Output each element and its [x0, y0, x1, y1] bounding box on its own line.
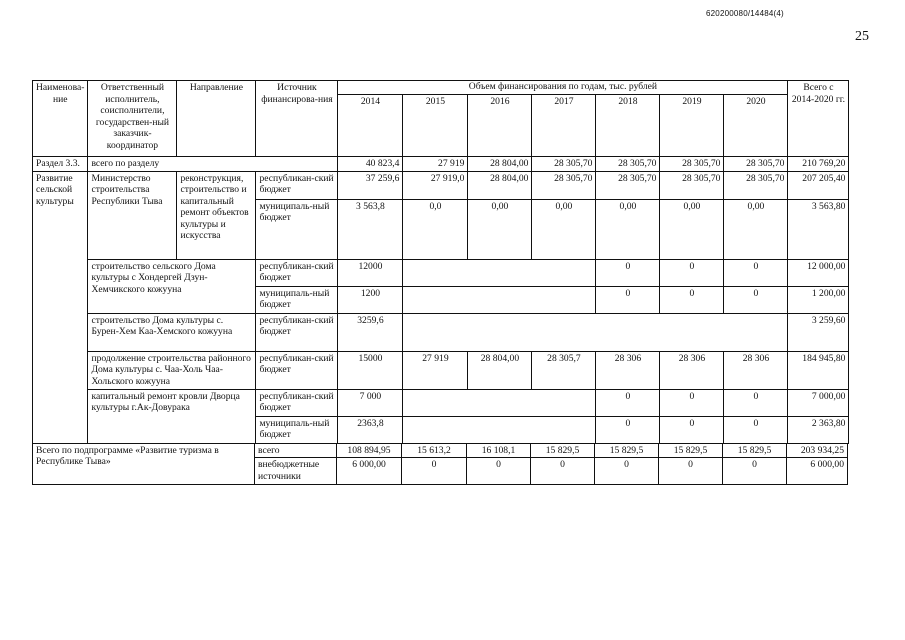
- value-cell: [660, 313, 724, 351]
- value-cell: [468, 389, 532, 416]
- value-cell: 3259,6: [338, 313, 403, 351]
- value-cell: 27 919: [403, 351, 468, 389]
- value-cell: 0: [595, 458, 659, 485]
- value-cell: 27 919,0: [403, 171, 468, 199]
- value-cell: [403, 259, 468, 286]
- source-cell: всего: [255, 443, 337, 458]
- value-cell: [532, 286, 596, 313]
- total-cell: 2 363,80: [788, 416, 849, 443]
- value-cell: 0: [531, 458, 595, 485]
- value-cell: 28 804,00: [468, 157, 532, 172]
- project-row: [33, 351, 849, 389]
- value-cell: 28 306: [724, 351, 788, 389]
- value-cell: 15 829,5: [595, 443, 659, 458]
- project-name: капитальный ремонт кровли Дворца культуры г.Ак-Довурака: [88, 389, 256, 443]
- value-cell: [468, 313, 532, 351]
- source-cell: внебюджетные источники: [255, 458, 337, 485]
- total-cell: 1 200,00: [788, 286, 849, 313]
- value-cell: 15000: [338, 351, 403, 389]
- section-label: всего по разделу: [88, 157, 338, 172]
- culture-row: [33, 171, 849, 199]
- source-cell: республикан-ский бюджет: [256, 351, 338, 389]
- value-cell: 37 259,6: [338, 171, 403, 199]
- value-cell: [403, 286, 468, 313]
- culture-block-name: Развитие сельской культуры: [33, 171, 88, 443]
- value-cell: [403, 416, 468, 443]
- project-row: [33, 389, 849, 416]
- value-cell: 28 305,70: [532, 171, 596, 199]
- value-cell: 0,0: [403, 199, 468, 259]
- source-cell: республикан-ский бюджет: [256, 171, 338, 199]
- total-cell: 6 000,00: [787, 458, 848, 485]
- value-cell: [596, 313, 660, 351]
- header-year: 2014: [338, 95, 403, 157]
- total-cell: 3 563,80: [788, 199, 849, 259]
- culture-direction: реконструкция, строительство и капитальный ремонт объектов культуры и искусства: [177, 171, 256, 259]
- subprogram-row: [33, 443, 848, 458]
- value-cell: 0: [596, 389, 660, 416]
- value-cell: 0,00: [468, 199, 532, 259]
- source-cell: республикан-ский бюджет: [256, 259, 338, 286]
- total-cell: 210 769,20: [788, 157, 849, 172]
- value-cell: 0: [724, 389, 788, 416]
- header-name: Наименова-ние: [33, 81, 88, 157]
- total-cell: 203 934,25: [787, 443, 848, 458]
- header-year: 2020: [724, 95, 788, 157]
- value-cell: 27 919: [403, 157, 468, 172]
- value-cell: 12000: [338, 259, 403, 286]
- value-cell: 6 000,00: [337, 458, 402, 485]
- value-cell: 3 563,8: [338, 199, 403, 259]
- value-cell: 0: [402, 458, 467, 485]
- value-cell: [532, 416, 596, 443]
- value-cell: 15 829,5: [723, 443, 787, 458]
- project-name: продолжение строительства районного Дома культуры с. Чаа-Холь Чаа-Хольского кожууна: [88, 351, 256, 389]
- project-name: строительство сельского Дома культуры с Хондергей Дзун-Хемчикского кожууна: [88, 259, 256, 313]
- value-cell: 0: [596, 286, 660, 313]
- value-cell: 28 305,70: [596, 171, 660, 199]
- value-cell: 0: [659, 458, 723, 485]
- value-cell: [468, 416, 532, 443]
- value-cell: 0: [660, 389, 724, 416]
- project-row: [33, 259, 849, 286]
- section-row: [33, 157, 849, 172]
- value-cell: 28 305,70: [596, 157, 660, 172]
- header-year: 2019: [660, 95, 724, 157]
- value-cell: 40 823,4: [338, 157, 403, 172]
- header-year: 2016: [468, 95, 532, 157]
- financing-table: [32, 80, 849, 444]
- value-cell: 0: [596, 259, 660, 286]
- value-cell: 0,00: [724, 199, 788, 259]
- value-cell: 0: [660, 286, 724, 313]
- source-cell: муниципаль-ный бюджет: [256, 199, 338, 259]
- subprogram-table: [32, 443, 848, 486]
- value-cell: 0: [724, 286, 788, 313]
- value-cell: 28 305,70: [724, 171, 788, 199]
- value-cell: 0: [723, 458, 787, 485]
- value-cell: 28 804,00: [468, 171, 532, 199]
- source-cell: республикан-ский бюджет: [256, 389, 338, 416]
- header-year: 2015: [403, 95, 468, 157]
- value-cell: 28 305,70: [724, 157, 788, 172]
- project-name: строительство Дома культуры с. Бурен-Хем Каа-Хемского кожууна: [88, 313, 256, 351]
- value-cell: 0: [596, 416, 660, 443]
- value-cell: 0,00: [532, 199, 596, 259]
- section-name: Раздел 3.3.: [33, 157, 88, 172]
- value-cell: [532, 313, 596, 351]
- value-cell: [532, 389, 596, 416]
- document-id: 620200080/14484(4): [706, 9, 784, 18]
- value-cell: 28 305,70: [532, 157, 596, 172]
- value-cell: [724, 313, 788, 351]
- value-cell: [403, 313, 468, 351]
- source-cell: республикан-ский бюджет: [256, 313, 338, 351]
- total-cell: 3 259,60: [788, 313, 849, 351]
- header-direction: Направление: [177, 81, 256, 157]
- source-cell: муниципаль-ный бюджет: [256, 286, 338, 313]
- value-cell: 108 894,95: [337, 443, 402, 458]
- subprogram-name: Всего по подпрограмме «Развитие туризма в Республике Тыва»: [33, 443, 255, 485]
- value-cell: 28 305,7: [532, 351, 596, 389]
- value-cell: [403, 389, 468, 416]
- value-cell: 28 305,70: [660, 171, 724, 199]
- value-cell: 15 829,5: [659, 443, 723, 458]
- source-cell: муниципаль-ный бюджет: [256, 416, 338, 443]
- header-year: 2018: [596, 95, 660, 157]
- project-row: [33, 313, 849, 351]
- value-cell: 16 108,1: [467, 443, 531, 458]
- value-cell: 28 306: [596, 351, 660, 389]
- header-volume: Объем финансирования по годам, тыс. рублей: [338, 81, 788, 95]
- value-cell: 0: [660, 259, 724, 286]
- value-cell: 28 305,70: [660, 157, 724, 172]
- value-cell: 28 306: [660, 351, 724, 389]
- value-cell: 0,00: [596, 199, 660, 259]
- value-cell: 2363,8: [338, 416, 403, 443]
- culture-executor: Министерство строительства Республики Тыва: [88, 171, 177, 259]
- value-cell: 1200: [338, 286, 403, 313]
- value-cell: [468, 286, 532, 313]
- value-cell: 0: [724, 259, 788, 286]
- header-executor: Ответственный исполнитель, соисполнители, государствен-ный заказчик-координатор: [88, 81, 177, 157]
- total-cell: 207 205,40: [788, 171, 849, 199]
- value-cell: [468, 259, 532, 286]
- value-cell: 7 000: [338, 389, 403, 416]
- total-cell: 7 000,00: [788, 389, 849, 416]
- value-cell: 0,00: [660, 199, 724, 259]
- value-cell: 0: [724, 416, 788, 443]
- total-cell: 12 000,00: [788, 259, 849, 286]
- value-cell: 0: [467, 458, 531, 485]
- value-cell: 28 804,00: [468, 351, 532, 389]
- value-cell: 15 829,5: [531, 443, 595, 458]
- page-number: 25: [855, 29, 869, 44]
- header-year: 2017: [532, 95, 596, 157]
- value-cell: [532, 259, 596, 286]
- total-cell: 184 945,80: [788, 351, 849, 389]
- value-cell: 0: [660, 416, 724, 443]
- value-cell: 15 613,2: [402, 443, 467, 458]
- header-source: Источник финансирова-ния: [256, 81, 338, 157]
- header-total: Всего с 2014-2020 гг.: [788, 81, 849, 157]
